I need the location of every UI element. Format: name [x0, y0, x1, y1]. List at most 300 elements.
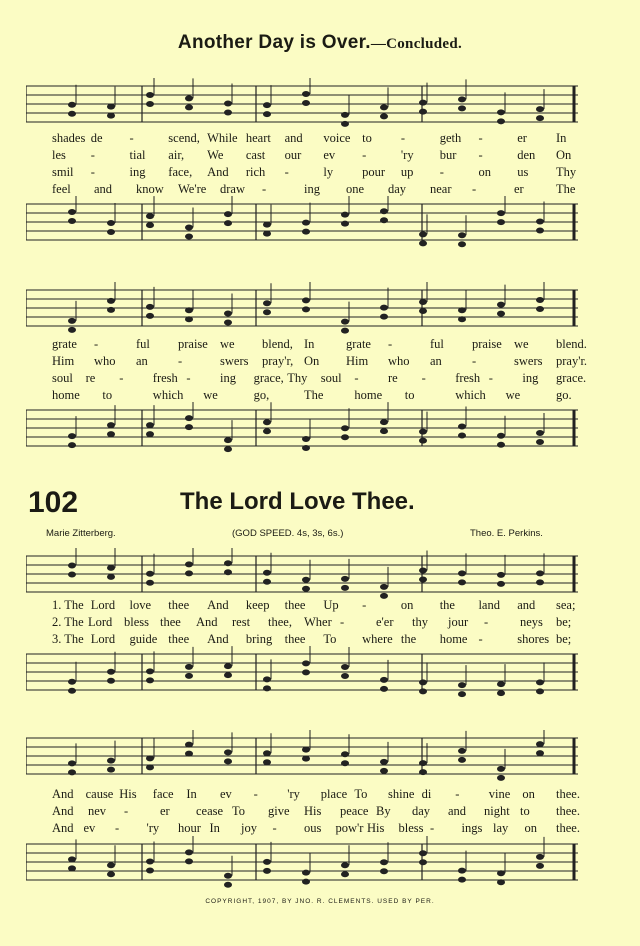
lyric-word: re — [388, 371, 398, 385]
note-head — [263, 309, 271, 315]
note-head — [536, 439, 544, 445]
note-head — [68, 433, 76, 439]
lyric-word: And — [196, 615, 218, 629]
lyric-word: His — [367, 821, 385, 835]
lyric-word: Thy — [556, 165, 577, 179]
lyric-word: scend, — [168, 131, 200, 145]
note-head — [380, 428, 388, 434]
lyric-word: grate — [52, 337, 77, 351]
note-head — [380, 859, 388, 865]
lyric-word: and — [94, 182, 113, 196]
lyric-word: 1. The — [52, 598, 84, 612]
note-head — [536, 750, 544, 756]
hymn-title: The Lord Love Thee. — [180, 488, 415, 515]
note-head — [68, 218, 76, 224]
note-head — [302, 577, 310, 583]
lyric-word: Lord — [90, 598, 116, 612]
lyric-word: - — [400, 131, 406, 145]
lyric-word: day — [388, 182, 407, 196]
lyric-word: - — [421, 371, 426, 385]
note-head — [68, 865, 76, 871]
lyric-word: - — [119, 371, 124, 385]
lyric-word: pray'r, — [262, 354, 294, 368]
note-head — [185, 224, 193, 230]
lyric-word: And — [52, 787, 74, 801]
note-head — [536, 306, 544, 312]
note-head — [263, 676, 271, 682]
lyric-word: We — [207, 148, 224, 162]
lyric-word: praise — [178, 337, 208, 351]
note-head — [185, 742, 193, 748]
lyric-word: know — [136, 182, 164, 196]
lyric-word: His — [304, 804, 322, 818]
note-head — [185, 316, 193, 322]
lyric-word: lay — [493, 821, 509, 835]
lyric-word: thee. — [556, 821, 580, 835]
lyric-word: us — [517, 165, 529, 179]
lyric-word: we — [220, 337, 235, 351]
lyric-word: to — [362, 131, 372, 145]
hymn-tune: (GOD SPEED. 4s, 3s, 6s.) — [232, 528, 344, 539]
note-head — [146, 422, 154, 428]
lyric-word: and — [517, 598, 536, 612]
lyric-line — [26, 148, 578, 164]
note-head — [263, 579, 271, 585]
staff-lines — [26, 282, 578, 336]
note-head — [536, 106, 544, 112]
lyric-word: ev — [220, 787, 232, 801]
note-head — [146, 755, 154, 761]
note-head — [107, 862, 115, 868]
lyric-word: ly — [323, 165, 334, 179]
lyric-word: - — [340, 615, 345, 629]
note-head — [458, 96, 466, 102]
staff-lines — [26, 78, 578, 132]
lyric-word: face, — [168, 165, 193, 179]
note-head — [107, 104, 115, 110]
system-1-bass-staff — [26, 196, 578, 250]
lyric-word: we — [203, 388, 218, 402]
lyric-word: thee, — [268, 615, 292, 629]
note-head — [302, 756, 310, 762]
note-head — [302, 870, 310, 876]
note-head — [341, 751, 349, 757]
note-head — [419, 688, 427, 694]
lyric-word: - — [94, 337, 99, 351]
note-head — [185, 104, 193, 110]
note-head — [224, 663, 232, 669]
lyric-word: bless — [124, 615, 149, 629]
lyric-word: rich — [245, 165, 266, 179]
lyric-word: home — [354, 388, 383, 402]
note-head — [341, 328, 349, 334]
note-head — [380, 217, 388, 223]
note-head — [107, 565, 115, 571]
note-head — [380, 686, 388, 692]
lyric-word: soul — [52, 371, 73, 385]
system-3-treble-staff — [26, 548, 578, 602]
note-head — [419, 109, 427, 115]
lyric-word: cause — [85, 787, 114, 801]
lyric-line — [26, 354, 588, 370]
note-head — [263, 102, 271, 108]
note-head — [185, 233, 193, 239]
lyric-word: And — [52, 804, 74, 818]
note-head — [68, 679, 76, 685]
copyright-notice: COPYRIGHT, 1907, BY JNO. R. CLEMENTS. USED BY PER. — [205, 898, 435, 905]
lyric-word: - — [484, 615, 489, 629]
note-head — [107, 298, 115, 304]
lyric-word: - — [388, 337, 393, 351]
lyric-word: In — [556, 131, 567, 145]
note-head — [107, 307, 115, 313]
note-head — [224, 569, 232, 575]
note-head — [458, 868, 466, 874]
lyric-word: go, — [253, 388, 270, 402]
note-head — [302, 306, 310, 312]
note-head — [107, 229, 115, 235]
page-title-main: Another Day is Over. — [177, 32, 371, 53]
lyric-word: - — [488, 371, 493, 385]
note-head — [341, 576, 349, 582]
lyric-word: Him — [52, 354, 75, 368]
lyric-word: Up — [323, 598, 339, 612]
note-head — [536, 228, 544, 234]
note-head — [107, 871, 115, 877]
note-head — [263, 759, 271, 765]
lyric-word: swers — [220, 354, 249, 368]
system-2-bass-staff — [26, 402, 578, 466]
lyric-word: - — [439, 165, 444, 179]
lyric-word: e'er — [376, 615, 394, 629]
note-head — [302, 229, 310, 235]
note-head — [380, 113, 388, 119]
note-head — [224, 758, 232, 764]
staff-lines — [26, 730, 578, 784]
note-head — [302, 220, 310, 226]
lyric-word: By — [376, 804, 391, 818]
lyric-word: cease — [196, 804, 224, 818]
lyric-word: on — [524, 821, 537, 835]
lyric-word: 'ry — [287, 787, 300, 801]
note-head — [185, 424, 193, 430]
lyric-word: Thy — [287, 371, 308, 385]
note-head — [419, 240, 427, 246]
note-head — [536, 115, 544, 121]
note-head — [263, 750, 271, 756]
lyric-word: jour — [448, 615, 469, 629]
note-head — [302, 586, 310, 592]
note-head — [185, 415, 193, 421]
note-head — [224, 749, 232, 755]
lyric-word: Lord — [90, 632, 116, 646]
lyric-word: day — [412, 804, 431, 818]
lyric-word: And — [207, 632, 229, 646]
lyric-word: ev — [83, 821, 96, 835]
lyric-word: vine — [488, 787, 511, 801]
note-head — [224, 110, 232, 116]
note-head — [224, 882, 232, 888]
note-head — [107, 431, 115, 437]
note-head — [263, 859, 271, 865]
note-head — [263, 222, 271, 228]
note-head — [107, 767, 115, 773]
note-head — [146, 571, 154, 577]
lyric-word: 'ry — [400, 148, 414, 162]
lyric-word: we — [514, 337, 529, 351]
note-head — [497, 442, 505, 448]
note-head — [68, 209, 76, 215]
lyric-word: - — [124, 804, 129, 818]
lyric-word: grate — [346, 337, 371, 351]
note-head — [107, 422, 115, 428]
note-head — [497, 690, 505, 696]
lyric-word: the — [400, 632, 417, 646]
note-head — [419, 308, 427, 314]
lyric-word: our — [284, 148, 302, 162]
note-head — [536, 430, 544, 436]
lyric-word: sea; — [556, 598, 576, 612]
staff-lines — [26, 196, 578, 250]
lyric-word: thee — [160, 615, 181, 629]
note-head — [458, 105, 466, 111]
note-head — [380, 868, 388, 874]
note-head — [185, 95, 193, 101]
note-head — [458, 691, 466, 697]
lyric-word: We're — [178, 182, 207, 196]
lyric-word: ful — [430, 337, 444, 351]
note-head — [68, 318, 76, 324]
lyric-word: to — [102, 388, 113, 402]
note-head — [458, 757, 466, 763]
lyric-word: feel — [52, 182, 71, 196]
note-head — [68, 327, 76, 333]
lyric-word: To — [323, 632, 337, 646]
lyric-word: - — [178, 354, 183, 368]
note-head — [341, 871, 349, 877]
lyric-word: ing — [522, 371, 539, 385]
note-head — [263, 111, 271, 117]
note-head — [263, 868, 271, 874]
lyric-line — [26, 804, 578, 820]
lyric-word: ev — [323, 148, 336, 162]
note-head — [380, 314, 388, 320]
note-head — [497, 775, 505, 781]
note-head — [536, 579, 544, 585]
lyric-word: ing — [129, 165, 146, 179]
lyric-word: In — [209, 821, 220, 835]
lyric-line — [26, 131, 578, 147]
note-head — [224, 437, 232, 443]
hymn-composer: Theo. E. Perkins. — [470, 528, 543, 539]
note-head — [302, 297, 310, 303]
note-head — [380, 104, 388, 110]
note-head — [224, 220, 232, 226]
note-head — [419, 576, 427, 582]
note-head — [458, 241, 466, 247]
note-head — [419, 100, 427, 106]
lyric-word: home — [52, 388, 80, 402]
note-head — [224, 560, 232, 566]
note-head — [341, 585, 349, 591]
lyric-word: de — [90, 131, 103, 145]
note-head — [224, 310, 232, 316]
system-1-treble-staff — [26, 78, 578, 132]
note-head — [497, 302, 505, 308]
system-2-treble-staff — [26, 282, 578, 336]
note-head — [497, 118, 505, 124]
lyric-word: where — [362, 632, 393, 646]
lyric-word: er — [517, 131, 527, 145]
lyric-word: blend. — [556, 337, 587, 351]
note-head — [68, 769, 76, 775]
lyric-word: re — [85, 371, 96, 385]
note-head — [458, 579, 466, 585]
lyric-word: 3. The — [52, 632, 84, 646]
lyric-line — [26, 615, 578, 631]
lyric-word: face — [152, 787, 174, 801]
note-head — [107, 669, 115, 675]
note-head — [146, 677, 154, 683]
lyric-word: neys — [520, 615, 543, 629]
lyric-word: - — [129, 131, 134, 145]
note-head — [458, 316, 466, 322]
note-head — [185, 561, 193, 567]
note-head — [458, 877, 466, 883]
lyric-word: on — [400, 598, 414, 612]
note-head — [536, 741, 544, 747]
note-head — [68, 563, 76, 569]
lyric-word: and — [284, 131, 303, 145]
lyric-word: which — [152, 388, 184, 402]
lyric-word: voice — [323, 131, 351, 145]
note-head — [419, 231, 427, 237]
lyric-word: di — [421, 787, 432, 801]
note-head — [458, 232, 466, 238]
lyric-word: grace, — [253, 371, 284, 385]
note-head — [497, 311, 505, 317]
lyric-word: den — [517, 148, 536, 162]
note-head — [497, 572, 505, 578]
lyric-word: one — [346, 182, 365, 196]
note-head — [497, 210, 505, 216]
note-head — [146, 764, 154, 770]
note-head — [341, 425, 349, 431]
lyric-word: - — [354, 371, 359, 385]
lyric-word: draw — [220, 182, 245, 196]
note-head — [146, 101, 154, 107]
lyric-word: up — [400, 165, 414, 179]
note-head — [497, 870, 505, 876]
lyric-word: which — [455, 388, 486, 402]
note-head — [341, 664, 349, 670]
system-3-bass-staff — [26, 646, 578, 700]
lyric-word: bless — [398, 821, 424, 835]
note-head — [536, 219, 544, 225]
lyric-word: - — [253, 787, 258, 801]
lyric-word: grace. — [556, 371, 587, 385]
note-head — [185, 849, 193, 855]
note-head — [68, 111, 76, 117]
note-head — [185, 307, 193, 313]
note-head — [263, 300, 271, 306]
lyric-word: - — [186, 371, 191, 385]
note-head — [302, 879, 310, 885]
note-head — [341, 112, 349, 118]
lyric-word: on — [522, 787, 535, 801]
lyric-word: shine — [388, 787, 415, 801]
lyric-word: smil — [52, 165, 74, 179]
note-head — [302, 669, 310, 675]
lyric-word: keep — [245, 598, 270, 612]
note-head — [68, 760, 76, 766]
note-head — [341, 434, 349, 440]
note-head — [380, 677, 388, 683]
note-head — [185, 570, 193, 576]
note-head — [302, 91, 310, 97]
note-head — [341, 221, 349, 227]
note-head — [341, 862, 349, 868]
note-head — [263, 570, 271, 576]
lyric-word: - — [272, 821, 277, 835]
note-head — [380, 419, 388, 425]
lyric-word: er — [160, 804, 170, 818]
note-head — [146, 222, 154, 228]
lyric-word: thee — [284, 632, 306, 646]
note-head — [419, 769, 427, 775]
lyric-word: and — [448, 804, 467, 818]
note-head — [146, 431, 154, 437]
note-head — [497, 219, 505, 225]
lyric-word: thee. — [556, 804, 580, 818]
note-head — [536, 688, 544, 694]
lyric-word: And — [52, 821, 74, 835]
staff-lines — [26, 548, 578, 602]
page-title-suffix: —Concluded. — [370, 36, 463, 52]
lyric-word: The — [304, 388, 324, 402]
note-head — [458, 432, 466, 438]
lyric-word: - — [478, 131, 483, 145]
note-head — [185, 858, 193, 864]
lyric-word: cast — [245, 148, 266, 162]
note-head — [224, 446, 232, 452]
note-head — [107, 758, 115, 764]
note-head — [146, 213, 154, 219]
lyric-word: love — [129, 598, 152, 612]
lyric-word: blend, — [262, 337, 293, 351]
lyric-word: While — [207, 131, 238, 145]
note-head — [419, 567, 427, 573]
note-head — [263, 685, 271, 691]
note-head — [380, 305, 388, 311]
lyric-word: To — [354, 787, 368, 801]
lyric-line — [26, 337, 587, 353]
lyric-word: ing — [220, 371, 236, 385]
lyric-word: Lord — [88, 615, 113, 629]
lyric-word: 2. The — [52, 615, 84, 629]
lyric-word: - — [472, 182, 477, 196]
lyric-word: land — [478, 598, 500, 612]
note-head — [263, 419, 271, 425]
lyric-word: tial — [129, 148, 146, 162]
note-head — [146, 867, 154, 873]
lyric-word: place — [320, 787, 348, 801]
note-head — [263, 428, 271, 434]
lyric-word: hour — [178, 821, 201, 835]
lyric-word: And — [207, 598, 229, 612]
lyric-word: fresh — [152, 371, 178, 385]
note-head — [536, 679, 544, 685]
